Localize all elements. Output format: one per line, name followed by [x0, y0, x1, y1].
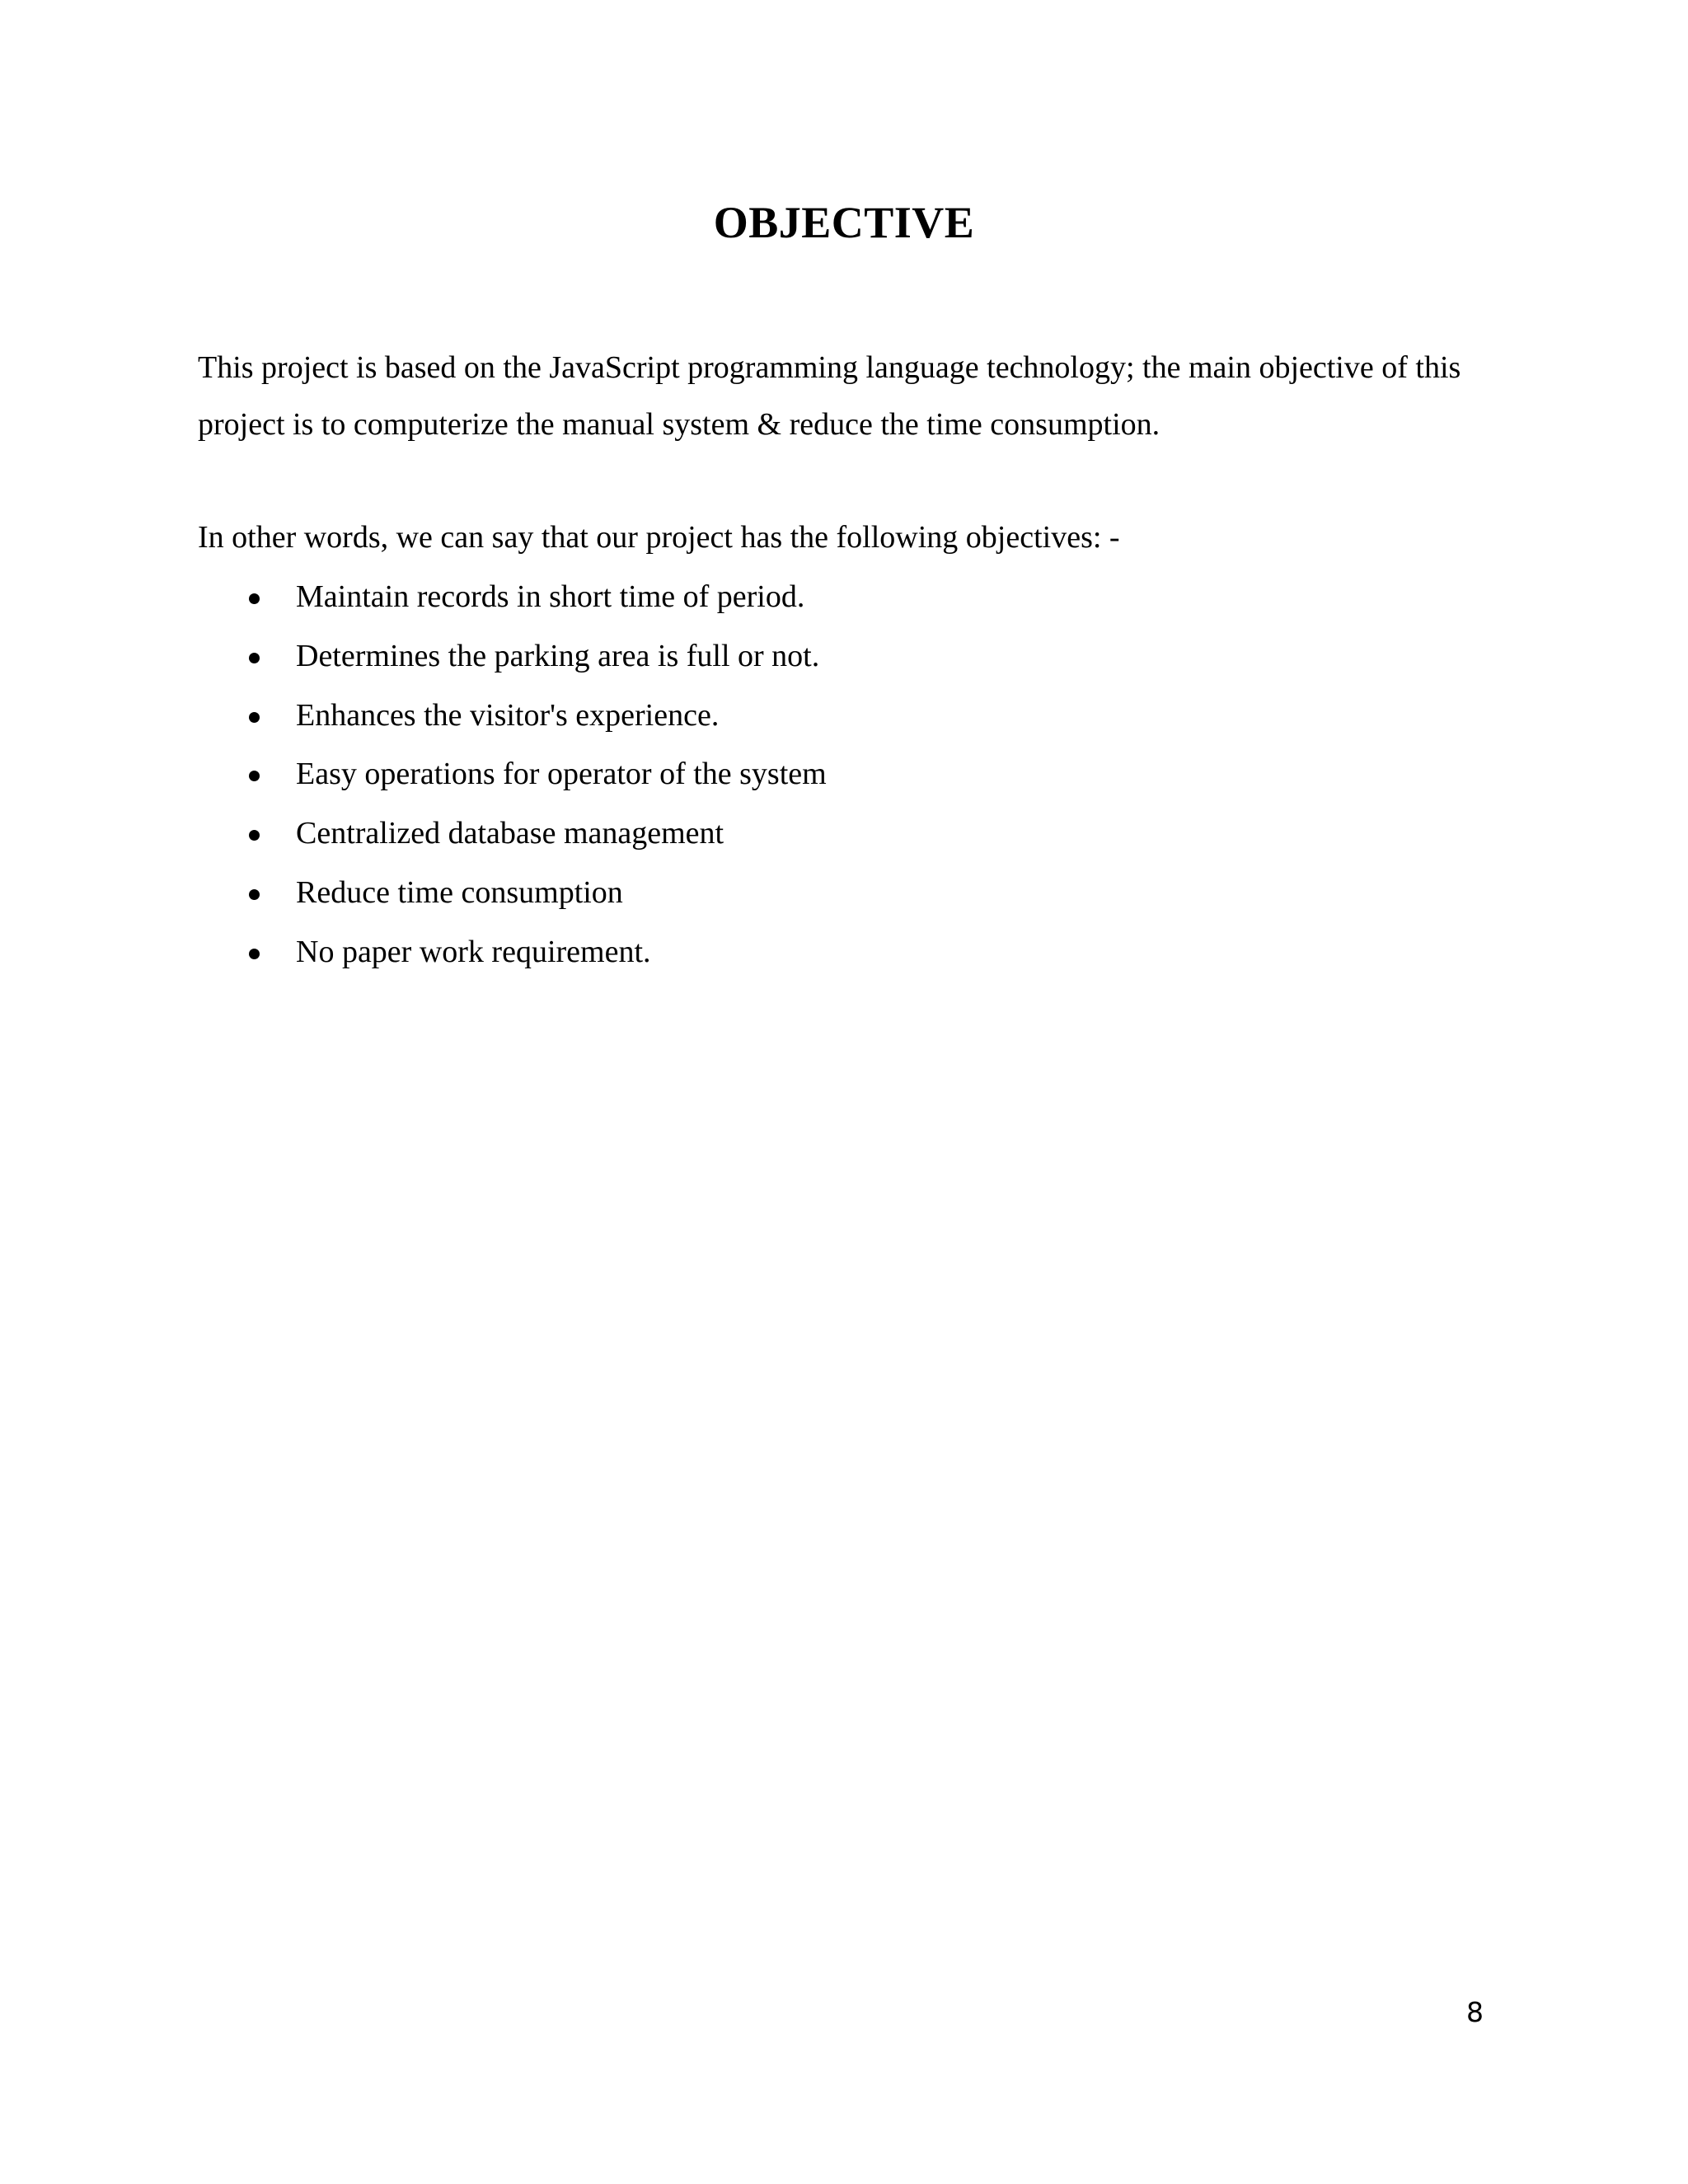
objective-list-item	[198, 804, 1434, 864]
objective-text: Centralized database management	[296, 816, 724, 851]
objective-list-item	[198, 864, 1434, 923]
objective-text: Maintain records in short time of period.	[296, 579, 805, 614]
objective-text: No paper work requirement.	[296, 934, 651, 969]
objective-list-item	[198, 568, 1434, 627]
bullet-icon	[249, 889, 260, 900]
objective-text: Determines the parking area is full or not.	[296, 638, 820, 673]
bullet-icon	[249, 653, 260, 663]
objectives-lead-paragraph: In other words, we can say that our project has the following objectives: -	[198, 520, 1120, 555]
objective-list-item	[198, 745, 1434, 804]
bullet-icon	[249, 771, 260, 781]
objective-list-item	[198, 923, 1434, 982]
bullet-icon	[249, 830, 260, 841]
objective-list-item	[198, 687, 1434, 746]
objective-text: Enhances the visitor's experience.	[296, 697, 720, 733]
objective-list-item	[198, 627, 1434, 687]
page-number: 8	[1466, 1996, 1484, 2028]
bullet-icon	[249, 593, 260, 604]
objective-text: Reduce time consumption	[296, 874, 623, 910]
intro-paragraph: This project is based on the JavaScript programming language technology; the main objective of this project is to computerize the manual system & reduce the time consumption.	[198, 350, 1461, 442]
page-title: OBJECTIVE	[713, 198, 975, 247]
bullet-icon	[249, 712, 260, 723]
objectives-list	[198, 568, 1434, 982]
bullet-icon	[249, 949, 260, 959]
objective-text: Easy operations for operator of the system	[296, 757, 827, 792]
